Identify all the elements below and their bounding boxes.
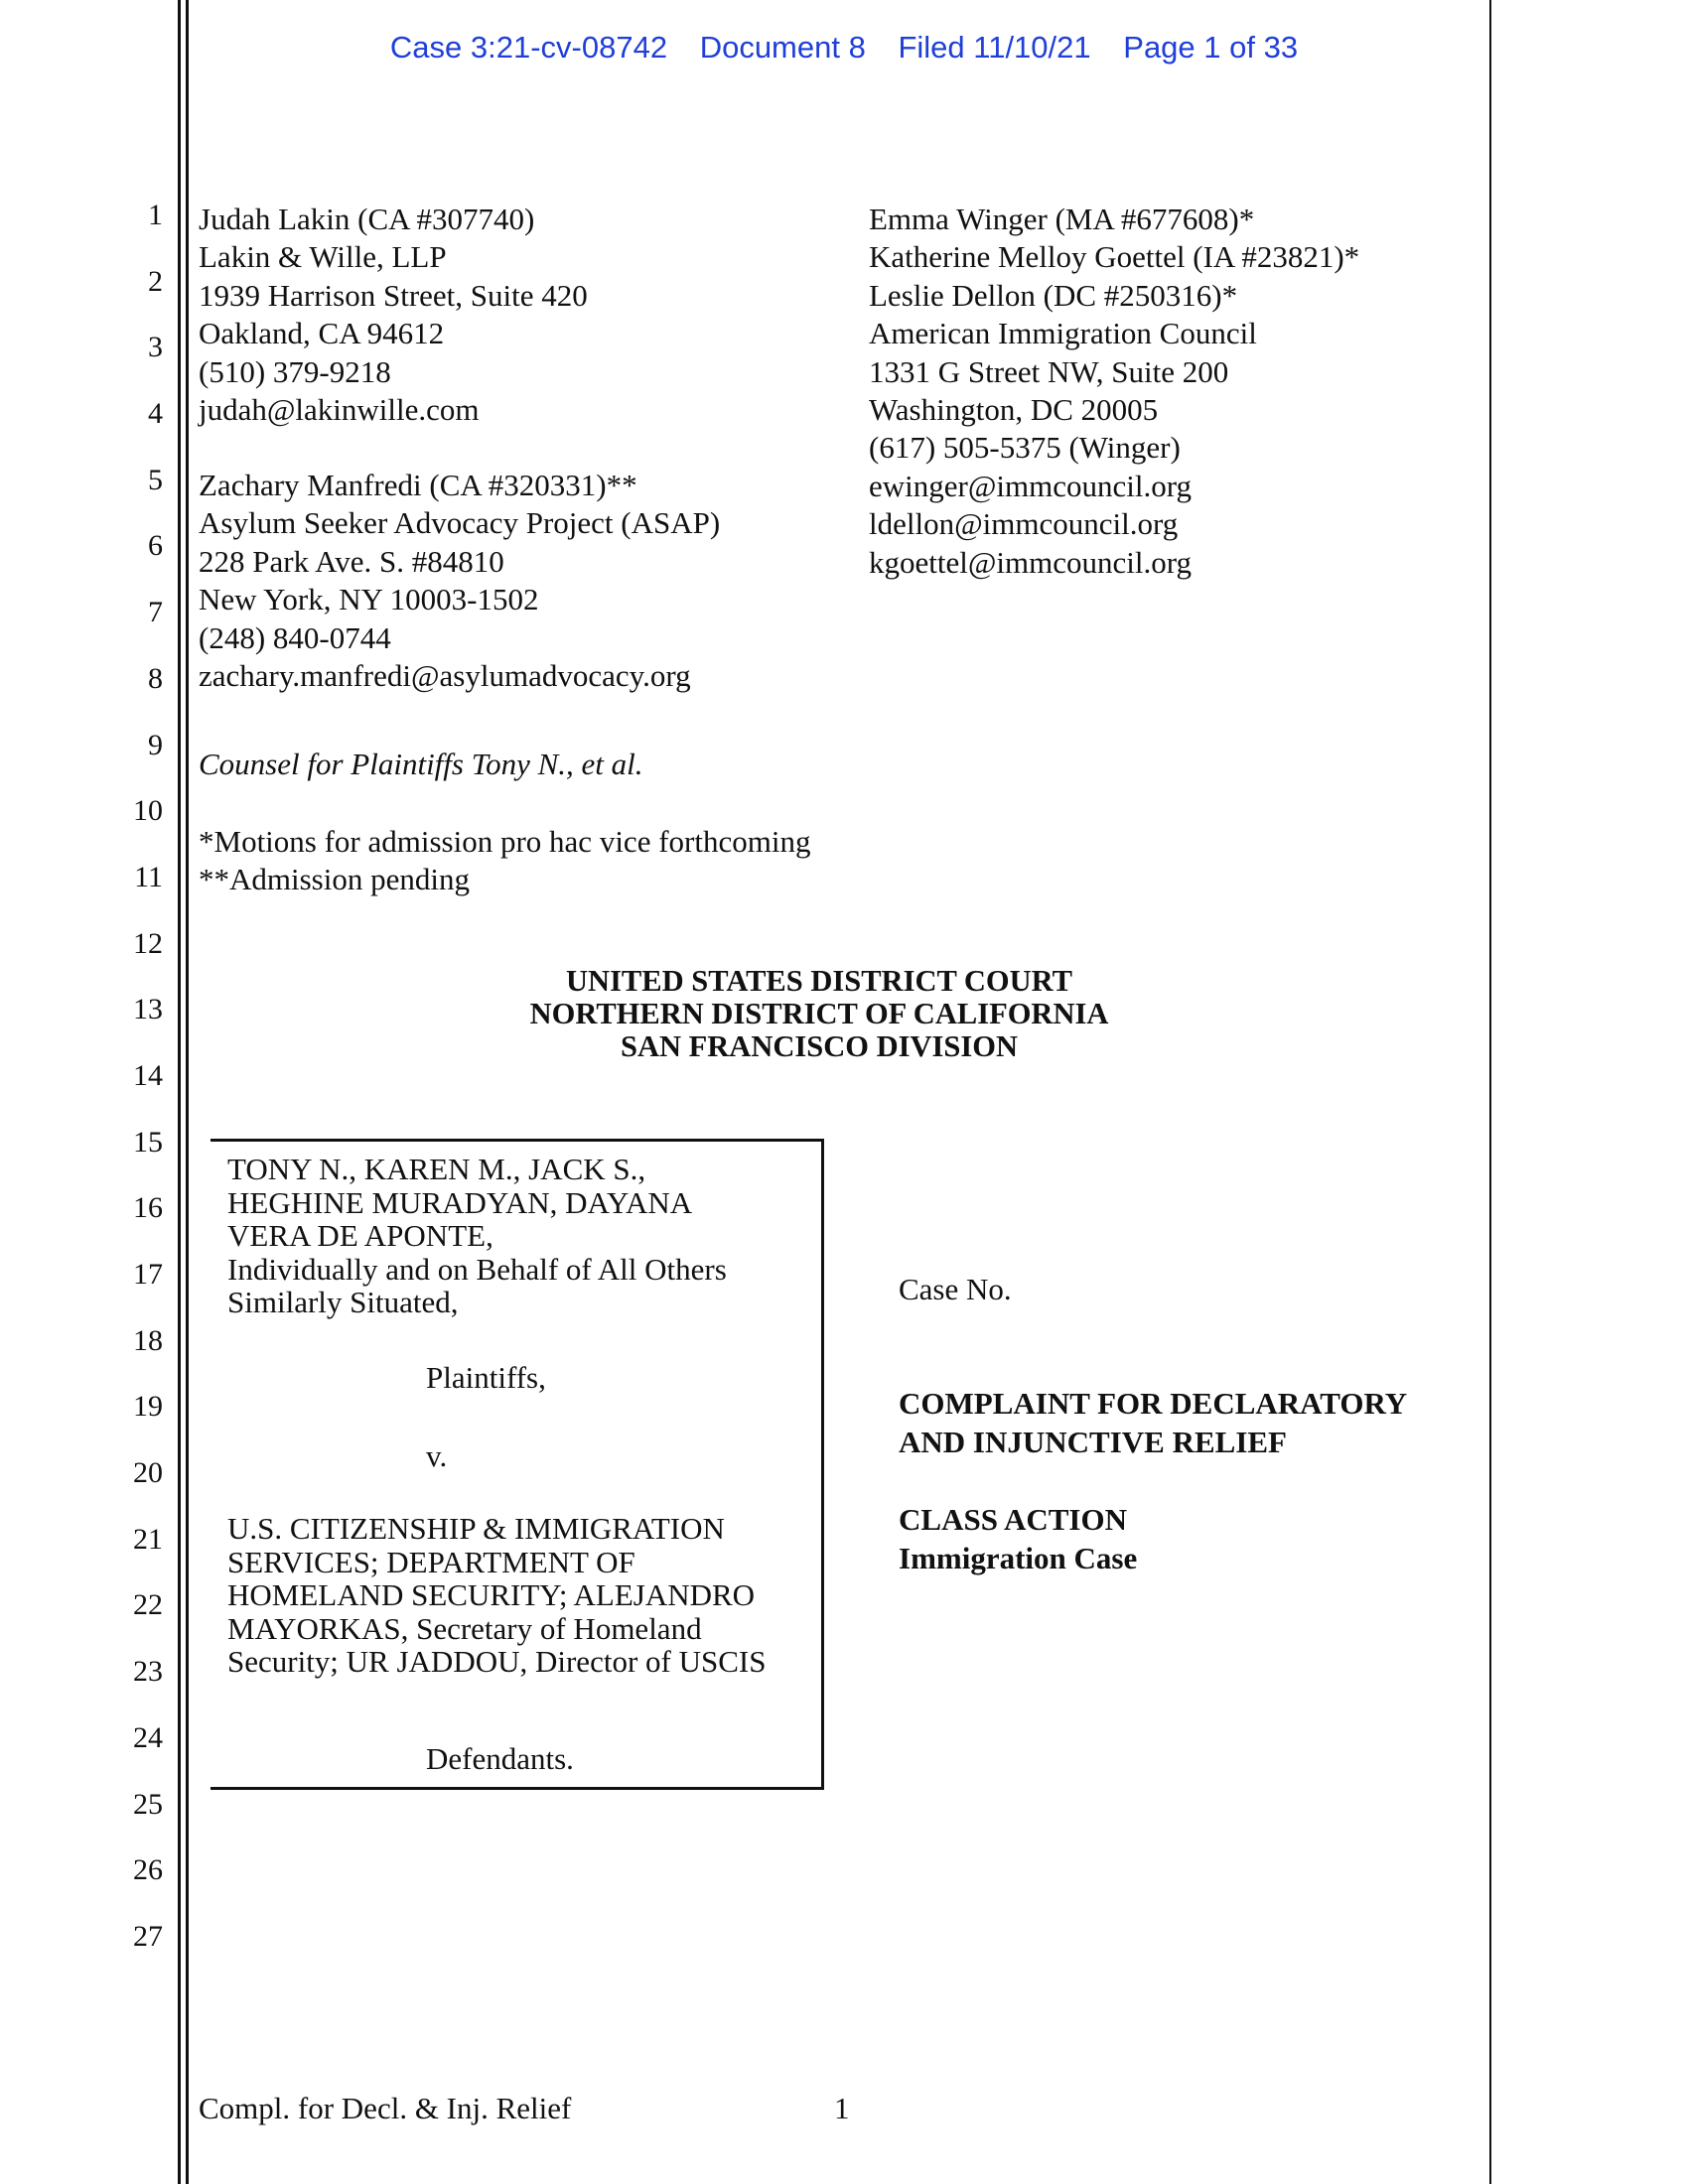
class-action-label: CLASS ACTION: [899, 1502, 1127, 1537]
counsel-for-plaintiffs: [199, 746, 643, 783]
counsel-line: (617) 505-5375 (Winger): [869, 430, 1181, 466]
caption-line: Security; UR JADDOU, Director of USCIS: [227, 1644, 767, 1679]
line-number: 1: [148, 199, 163, 231]
line-number: 2: [148, 264, 163, 298]
line-number: 27: [133, 1919, 163, 1953]
caption-line: HOMELAND SECURITY; ALEJANDRO: [227, 1577, 756, 1612]
counsel-line: 228 Park Ave. S. #84810: [199, 543, 504, 579]
line-number: 4: [148, 397, 163, 431]
complaint-title-line: AND INJUNCTIVE RELIEF: [899, 1425, 1287, 1459]
caption-line: U.S. CITIZENSHIP & IMMIGRATION: [227, 1511, 725, 1546]
counsel-line: (248) 840-0744: [199, 619, 391, 655]
counsel-line: Emma Winger (MA #677608)*: [869, 202, 1255, 236]
counsel-line: Katherine Melloy Goettel (IA #23821)*: [869, 239, 1360, 275]
left-margin-rule-inner: [186, 0, 189, 2184]
right-margin-rule: [1489, 0, 1491, 2184]
counsel-block-lakin: [199, 201, 588, 429]
court-line: NORTHERN DISTRICT OF CALIFORNIA: [529, 997, 1109, 1030]
line-number: 16: [133, 1191, 163, 1225]
court-line: UNITED STATES DISTRICT COURT: [566, 964, 1072, 998]
footer-page-number: 1: [834, 2091, 850, 2125]
footer-short-title: Compl. for Decl. & Inj. Relief: [199, 2091, 572, 2125]
case-number: Case 3:21-cv-08742: [389, 30, 668, 65]
counsel-line: kgoettel@immcouncil.org: [869, 544, 1193, 580]
line-number: 6: [148, 529, 163, 563]
counsel-line: ewinger@immcouncil.org: [869, 468, 1192, 503]
counsel-line: American Immigration Council: [869, 316, 1257, 351]
line-number: 12: [133, 926, 163, 960]
counsel-line: Zachary Manfredi (CA #320331)**: [199, 468, 637, 502]
counsel-line: 1331 G Street NW, Suite 200: [869, 353, 1229, 389]
line-number: 7: [148, 596, 163, 629]
counsel-line: Washington, DC 20005: [869, 392, 1159, 428]
counsel-line: New York, NY 10003-1502: [199, 582, 539, 617]
caption-line: Individually and on Behalf of All Others: [227, 1251, 727, 1287]
line-number: 23: [133, 1655, 163, 1689]
court-line: SAN FRANCISCO DIVISION: [621, 1029, 1018, 1063]
admission-notes: [199, 823, 810, 899]
immigration-case-label: Immigration Case: [899, 1541, 1138, 1575]
caption-line: TONY N., KAREN M., JACK S.,: [227, 1152, 646, 1186]
line-number: 11: [134, 860, 163, 893]
line-number: 9: [148, 728, 163, 761]
note-line: *Motions for admission pro hac vice forthcoming: [199, 824, 811, 859]
counsel-line: ldellon@immcouncil.org: [869, 506, 1179, 542]
line-number: 3: [148, 331, 163, 364]
counsel-for-text: Counsel for Plaintiffs Tony N., et al.: [199, 747, 643, 781]
line-number: 15: [133, 1125, 163, 1159]
caption-line: VERA DE APONTE,: [227, 1218, 493, 1253]
case-no-label: Case No.: [899, 1272, 1012, 1306]
versus-label: v.: [426, 1438, 448, 1473]
counsel-line: zachary.manfredi@asylumadvocacy.org: [199, 658, 691, 694]
line-number: 22: [133, 1588, 163, 1622]
counsel-line: Oakland, CA 94612: [199, 316, 445, 351]
line-number: 13: [133, 993, 163, 1026]
counsel-line: 1939 Harrison Street, Suite 420: [199, 277, 588, 313]
line-number: 24: [133, 1720, 163, 1754]
counsel-line: Leslie Dellon (DC #250316)*: [869, 277, 1238, 313]
line-number: 25: [133, 1787, 163, 1821]
caption-line: Similarly Situated,: [227, 1285, 459, 1319]
line-number: 14: [133, 1058, 163, 1092]
caption-line: HEGHINE MURADYAN, DAYANA: [227, 1184, 693, 1220]
left-margin-rule: [178, 0, 181, 2184]
caption-line: SERVICES; DEPARTMENT OF: [227, 1544, 635, 1579]
counsel-line: judah@lakinwille.com: [199, 392, 480, 428]
document-number: Document 8: [699, 30, 866, 65]
counsel-block-manfredi: [199, 467, 720, 695]
complaint-title: [899, 1384, 1407, 1461]
line-number: 19: [133, 1390, 163, 1424]
case-type: [899, 1500, 1137, 1577]
line-number: 17: [133, 1258, 163, 1291]
line-number: 8: [148, 661, 163, 695]
page-count: Page 1 of 33: [1123, 30, 1299, 65]
counsel-line: Asylum Seeker Advocacy Project (ASAP): [199, 505, 721, 541]
ecf-header: [0, 30, 1688, 66]
note-line: **Admission pending: [199, 862, 470, 897]
counsel-line: (510) 379-9218: [199, 353, 391, 389]
plaintiffs-list: [227, 1153, 727, 1319]
plaintiffs-label: Plaintiffs,: [426, 1360, 546, 1395]
line-number: 21: [133, 1522, 163, 1556]
line-number: 20: [133, 1456, 163, 1490]
counsel-block-winger: [869, 201, 1359, 582]
line-number: 5: [148, 463, 163, 496]
court-heading: [0, 965, 1638, 1063]
line-number: 18: [133, 1323, 163, 1357]
line-number: 26: [133, 1853, 163, 1887]
pleading-line-numbers: [109, 195, 163, 1982]
caption-line: MAYORKAS, Secretary of Homeland: [227, 1610, 702, 1646]
complaint-title-line: COMPLAINT FOR DECLARATORY: [899, 1386, 1408, 1421]
line-number: 10: [133, 794, 163, 828]
defendants-list: [227, 1512, 766, 1679]
defendants-label: Defendants.: [426, 1741, 574, 1776]
counsel-line: Lakin & Wille, LLP: [199, 239, 447, 275]
counsel-line: Judah Lakin (CA #307740): [199, 202, 535, 236]
filed-date: Filed 11/10/21: [898, 30, 1091, 65]
